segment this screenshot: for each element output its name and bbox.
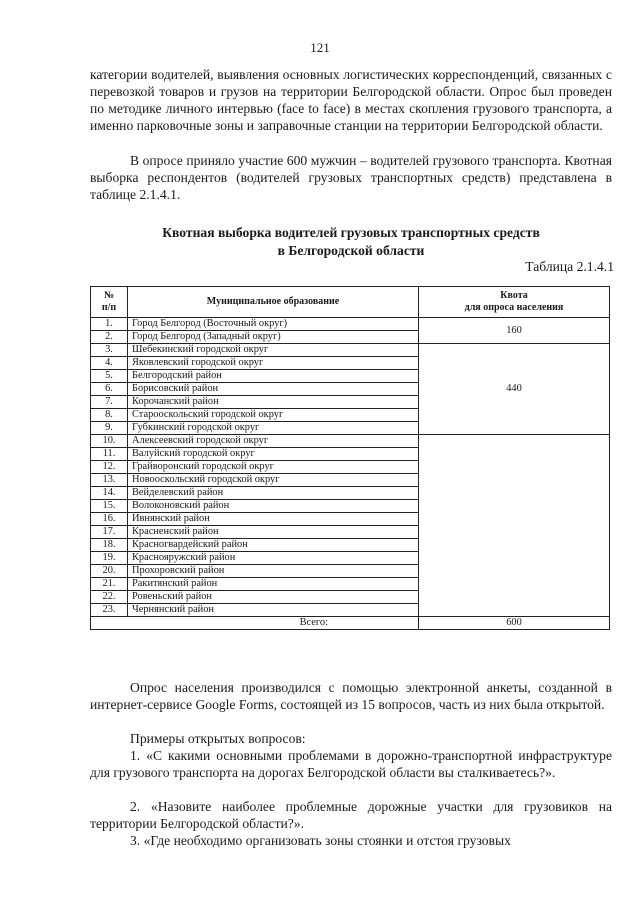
- row-number: 16.: [91, 513, 128, 526]
- question-3: 3. «Где необходимо организовать зоны стоянки и отстоя грузовых: [130, 833, 511, 848]
- total-label: Всего:: [91, 617, 419, 630]
- question-2: 2. «Назовите наиболее проблемные дорожные участки для грузовиков на территории Белгородской области?».: [90, 799, 612, 831]
- row-number: 21.: [91, 578, 128, 591]
- row-municipality: Прохоровский район: [128, 565, 419, 578]
- row-number: 15.: [91, 500, 128, 513]
- row-number: 6.: [91, 383, 128, 396]
- row-number: 23.: [91, 604, 128, 617]
- table-title-line-2: в Белгородской области: [277, 243, 425, 258]
- row-municipality: Город Белгород (Восточный округ): [128, 318, 419, 331]
- row-number: 5.: [91, 370, 128, 383]
- row-number: 3.: [91, 344, 128, 357]
- paragraph-survey: Опрос населения производился с помощью электронной анкеты, созданной в интернет-сервисе Google Forms, состоящей из 15 вопросов, часть из них была открытой.: [90, 680, 612, 712]
- row-number: 17.: [91, 526, 128, 539]
- row-municipality: Чернянский район: [128, 604, 419, 617]
- row-municipality: Шебекинский городской округ: [128, 344, 419, 357]
- question-1: 1. «С какими основными проблемами в дорожно-транспортной инфраструктуре для грузового транспорта на дорогах Белгородской области вы сталкиваетесь?».: [90, 748, 612, 780]
- table-row: [91, 318, 610, 331]
- row-municipality: Красногвардейский район: [128, 539, 419, 552]
- row-municipality: Борисовский район: [128, 383, 419, 396]
- row-municipality: Старооскольский городской округ: [128, 409, 419, 422]
- row-number: 10.: [91, 435, 128, 448]
- table-title-line-1: Квотная выборка водителей грузовых транспортных средств: [162, 225, 540, 240]
- header-quota-line-2: для опроса населения: [464, 302, 564, 313]
- row-municipality: Валуйский городской округ: [128, 448, 419, 461]
- paragraph-participants: В опросе приняло участие 600 мужчин – водителей грузового транспорта. Квотная выборка респондентов (водителей грузовых транспортных средств) представлена в таблице 2.1.4.1.: [90, 153, 612, 202]
- quota-group-1: 160: [419, 318, 610, 344]
- row-number: 19.: [91, 552, 128, 565]
- quota-table: [90, 286, 610, 630]
- row-municipality: Вейделевский район: [128, 487, 419, 500]
- row-municipality: Краснояружский район: [128, 552, 419, 565]
- row-municipality: Город Белгород (Западный округ): [128, 331, 419, 344]
- table-label: Таблица 2.1.4.1: [525, 259, 614, 274]
- row-number: 22.: [91, 591, 128, 604]
- row-number: 2.: [91, 331, 128, 344]
- row-number: 1.: [91, 318, 128, 331]
- row-municipality: Белгородский район: [128, 370, 419, 383]
- header-quota: [419, 287, 610, 318]
- table-body: [91, 318, 610, 630]
- quota-group-empty: [419, 435, 610, 617]
- row-number: 12.: [91, 461, 128, 474]
- table-header-row: [91, 287, 610, 318]
- header-name: Муниципальное образование: [128, 287, 419, 318]
- row-municipality: Ракитянский район: [128, 578, 419, 591]
- row-number: 13.: [91, 474, 128, 487]
- paragraph-intro: категории водителей, выявления основных логистических корреспонденций, связанных с перевозкой товаров и грузов на территории Белгородской области. Опрос был проведен по методике личного интервью (face to face) в местах скопления грузового транспорта, а именно парковочные зоны и заправочные станции на территории Белгородской области.: [90, 67, 612, 133]
- row-municipality: Новооскольский городской округ: [128, 474, 419, 487]
- header-num-line-2: п/п: [101, 302, 117, 313]
- row-number: 7.: [91, 396, 128, 409]
- row-municipality: Волоконовский район: [128, 500, 419, 513]
- row-municipality: Алексеевский городской округ: [128, 435, 419, 448]
- row-municipality: Яковлевский городской округ: [128, 357, 419, 370]
- row-number: 11.: [91, 448, 128, 461]
- quota-group-2: 440: [419, 344, 610, 435]
- header-num: [91, 287, 128, 318]
- table-title: [90, 224, 612, 260]
- table-total-row: [91, 617, 610, 630]
- table-row: [91, 344, 610, 357]
- row-number: 18.: [91, 539, 128, 552]
- page-number: 121: [310, 40, 330, 55]
- row-number: 4.: [91, 357, 128, 370]
- row-number: 9.: [91, 422, 128, 435]
- row-municipality: Красненский район: [128, 526, 419, 539]
- paragraph-examples: Примеры открытых вопросов:: [130, 731, 306, 746]
- row-municipality: Ровеньский район: [128, 591, 419, 604]
- table-row: [91, 435, 610, 448]
- header-quota-line-1: Квота: [500, 290, 528, 301]
- total-value: 600: [419, 617, 610, 630]
- row-number: 20.: [91, 565, 128, 578]
- row-number: 14.: [91, 487, 128, 500]
- header-num-line-1: №: [103, 290, 115, 301]
- row-number: 8.: [91, 409, 128, 422]
- row-municipality: Губкинский городской округ: [128, 422, 419, 435]
- row-municipality: Ивнянский район: [128, 513, 419, 526]
- row-municipality: Грайворонский городской округ: [128, 461, 419, 474]
- row-municipality: Корочанский район: [128, 396, 419, 409]
